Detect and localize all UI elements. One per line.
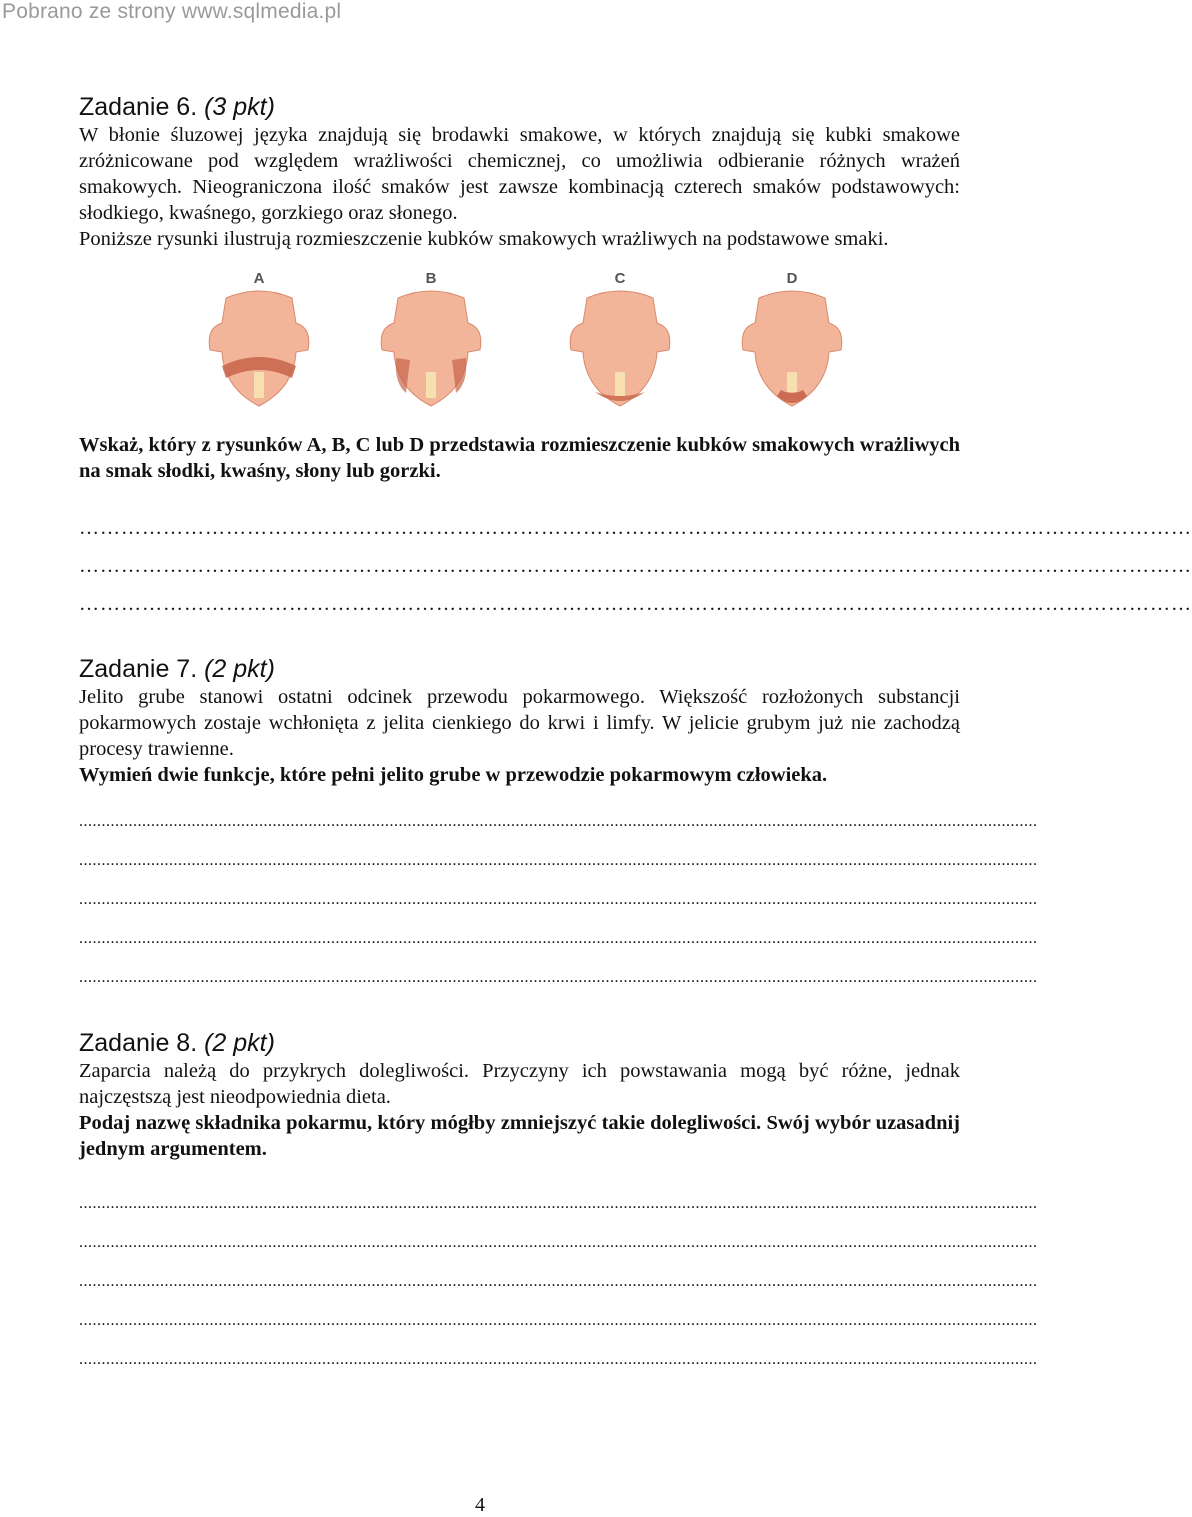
task7-paragraph-1: Jelito grube stanowi ostatni odcinek przewodu pokarmowego. Większość rozłożonych substancji pokarmowych zostaje wchłonięta z jelita cienkiego do krwi i limfy. W jelicie grubym już nie zachodzą procesy trawienne. <box>79 686 960 760</box>
watermark: Pobrano ze strony www.sqlmedia.pl <box>2 0 342 23</box>
task8-question: Podaj nazwę składnika pokarmu, który mógłby zmniejszyć takie dolegliwości. Swój wybór uzasadnij jednym argumentem. <box>79 1112 960 1160</box>
task7-points: (2 pkt) <box>204 655 275 683</box>
tongue-figure-b <box>376 270 486 410</box>
answer-line[interactable]: …………………………………………………………………………………………………………………………………………… <box>79 517 1192 539</box>
document-content <box>79 92 1192 1368</box>
tongue-c-drawing <box>565 288 675 408</box>
task7-heading <box>79 654 960 684</box>
task6-points: (3 pkt) <box>204 93 275 121</box>
task8-points: (2 pkt) <box>204 1029 275 1057</box>
tongue-figure-a <box>204 270 314 410</box>
tongue-a-drawing <box>204 288 314 408</box>
task8-heading <box>79 1028 960 1058</box>
figure-label-b: B <box>425 270 437 287</box>
tongue-d-drawing <box>737 288 847 408</box>
task8-title: Zadanie 8. <box>79 1029 198 1057</box>
figure-label-d: D <box>786 270 798 287</box>
answer-line[interactable]: …………………………………………………………………………………………………………………………………………… <box>79 555 1192 577</box>
answer-line[interactable]: ..................................................................................................................................................................................................................... <box>79 891 1038 908</box>
task7-answer-area[interactable] <box>79 813 1038 986</box>
task8-paragraph-1: Zaparcia należą do przykrych dolegliwości. Przyczyny ich powstawania mogą być różne, jednak najczęstszą jest nieodpowiednia dieta. <box>79 1060 960 1108</box>
tongue-figure-c <box>565 270 675 410</box>
task6-paragraph-2: Poniższe rysunki ilustrują rozmieszczenie kubków smakowych wrażliwych na podstawowe smaki. <box>79 228 889 250</box>
tongue-figures <box>79 270 960 410</box>
answer-line[interactable]: ..................................................................................................................................................................................................................... <box>79 1234 1038 1251</box>
task7-title: Zadanie 7. <box>79 655 198 683</box>
answer-line[interactable]: ..................................................................................................................................................................................................................... <box>79 852 1038 869</box>
task6-heading <box>79 92 960 122</box>
task6-title: Zadanie 6. <box>79 93 198 121</box>
answer-line[interactable]: …………………………………………………………………………………………………………………………………………… <box>79 593 1192 615</box>
task6-paragraph-1: W błonie śluzowej języka znajdują się brodawki smakowe, w których znajdują się kubki smakowe zróżnicowane pod względem wrażliwości chemicznej, co umożliwia odbieranie różnych wrażeń smakowych. Nieograniczona ilość smaków jest zawsze kombinacją czterech smaków podstawowych: słodkiego, kwaśnego, gorzkiego oraz słonego. <box>79 124 960 224</box>
tongue-figure-d <box>737 270 847 410</box>
answer-line[interactable]: ..................................................................................................................................................................................................................... <box>79 930 1038 947</box>
task8-answer-area[interactable] <box>79 1195 1038 1368</box>
page-number: 4 <box>475 1494 485 1516</box>
task6-answer-area[interactable] <box>79 517 1192 615</box>
figure-label-c: C <box>614 270 626 287</box>
tongue-b-drawing <box>376 288 486 408</box>
answer-line[interactable]: ..................................................................................................................................................................................................................... <box>79 1273 1038 1290</box>
figure-label-a: A <box>253 270 265 287</box>
answer-line[interactable]: ..................................................................................................................................................................................................................... <box>79 1351 1038 1368</box>
task6-question: Wskaż, który z rysunków A, B, C lub D przedstawia rozmieszczenie kubków smakowych wrażliwych na smak słodki, kwaśny, słony lub gorzki. <box>79 434 960 482</box>
task7-question: Wymień dwie funkcje, które pełni jelito grube w przewodzie pokarmowym człowieka. <box>79 764 828 786</box>
answer-line[interactable]: ..................................................................................................................................................................................................................... <box>79 1312 1038 1329</box>
answer-line[interactable]: ..................................................................................................................................................................................................................... <box>79 969 1038 986</box>
answer-line[interactable]: ..................................................................................................................................................................................................................... <box>79 1195 1038 1212</box>
answer-line[interactable]: ..................................................................................................................................................................................................................... <box>79 813 1038 830</box>
